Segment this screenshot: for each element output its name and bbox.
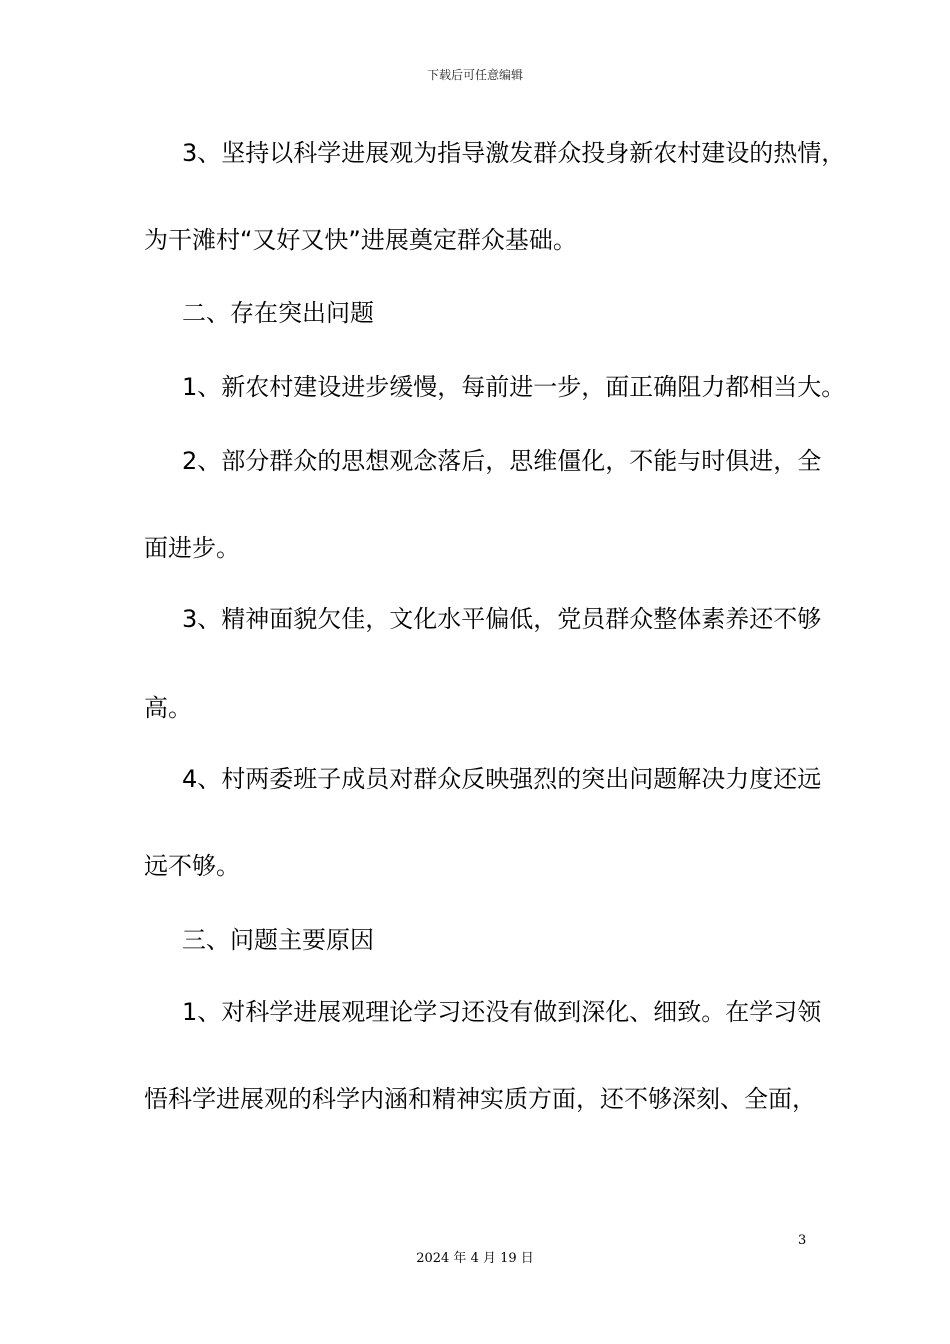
text-line: 高。 — [144, 694, 192, 722]
text-line: 为干滩村“又好又快”进展奠定群众基础。 — [144, 226, 577, 254]
text-line: 3、精神面貌欠佳，文化水平偏低，党员群众整体素养还不够 — [182, 605, 822, 633]
section-heading: 三、问题主要原因 — [182, 926, 374, 954]
section-heading: 二、存在突出问题 — [182, 299, 374, 327]
text-line: 面进步。 — [144, 534, 240, 562]
text-line: 4、村两委班子成员对群众反映强烈的突出问题解决力度还远 — [182, 765, 822, 793]
page-header: 下载后可任意编辑 — [426, 68, 523, 82]
text-line: 3、坚持以科学进展观为指导激发群众投身新农村建设的热情， — [182, 139, 846, 167]
text-line: 2、部分群众的思想观念落后，思维僵化，不能与时俱进，全 — [182, 447, 822, 475]
page-number: 3 — [798, 1233, 807, 1248]
text-line: 1、对科学进展观理论学习还没有做到深化、细致。在学习领 — [182, 998, 822, 1026]
text-line: 悟科学进展观的科学内涵和精神实质方面，还不够深刻、全面， — [144, 1085, 816, 1113]
text-line: 1、新农村建设进步缓慢，每前进一步，面正确阻力都相当大。 — [182, 373, 846, 401]
footer-date: 2024 年 4 月 19 日 — [416, 1251, 534, 1266]
text-line: 远不够。 — [144, 852, 240, 880]
